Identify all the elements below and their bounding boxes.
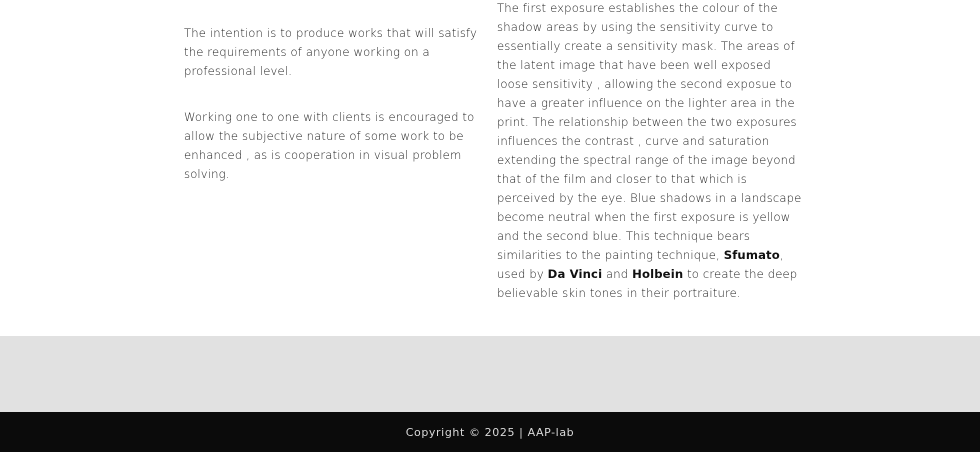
- clients-paragraph: Working one to one with clients is encouraged to allow the subjective nature of some work to be enhanced , as is cooperation in visual problem solving.: [184, 110, 475, 181]
- site-footer: [0, 412, 980, 452]
- left-text-column: [184, 24, 484, 184]
- right-text-column: [497, 0, 802, 303]
- exposure-text-start: The first exposure establishes the colour of the shadow areas by using the sensitivity curve to essentially create a sensitivity mask. The areas of the latent image that have been well exposed loose sensitivity , allowing the second exposue to have a greater influence on the lighter area in the print. The relationship between the two exposures influences the contrast , curve and saturation extending the spectral range of the image beyond that of the film and closer to that which is perceived by the eye. Blue shadows in a landscape become neutral when the first exposure is yellow and the second blue. This technique bears similarities to the painting technique,: [497, 1, 802, 262]
- exposure-text-end: to create the deep believable skin tones in their portraiture.: [497, 267, 798, 300]
- sfumato-term: Sfumato: [723, 248, 780, 262]
- exposure-paragraph: [497, 0, 802, 303]
- exposure-text-and: and: [602, 267, 633, 281]
- da-vinci-name: Da Vinci: [547, 267, 603, 281]
- footer-spacer-band: [0, 336, 980, 412]
- holbein-name: Holbein: [632, 267, 684, 281]
- intention-paragraph: The intention is to produce works that will satisfy the requirements of anyone working on a professional level.: [184, 26, 478, 78]
- exposure-text-used-by: , used by: [497, 248, 784, 281]
- copyright-text: Copyright © 2025 | AAP-lab: [405, 425, 575, 439]
